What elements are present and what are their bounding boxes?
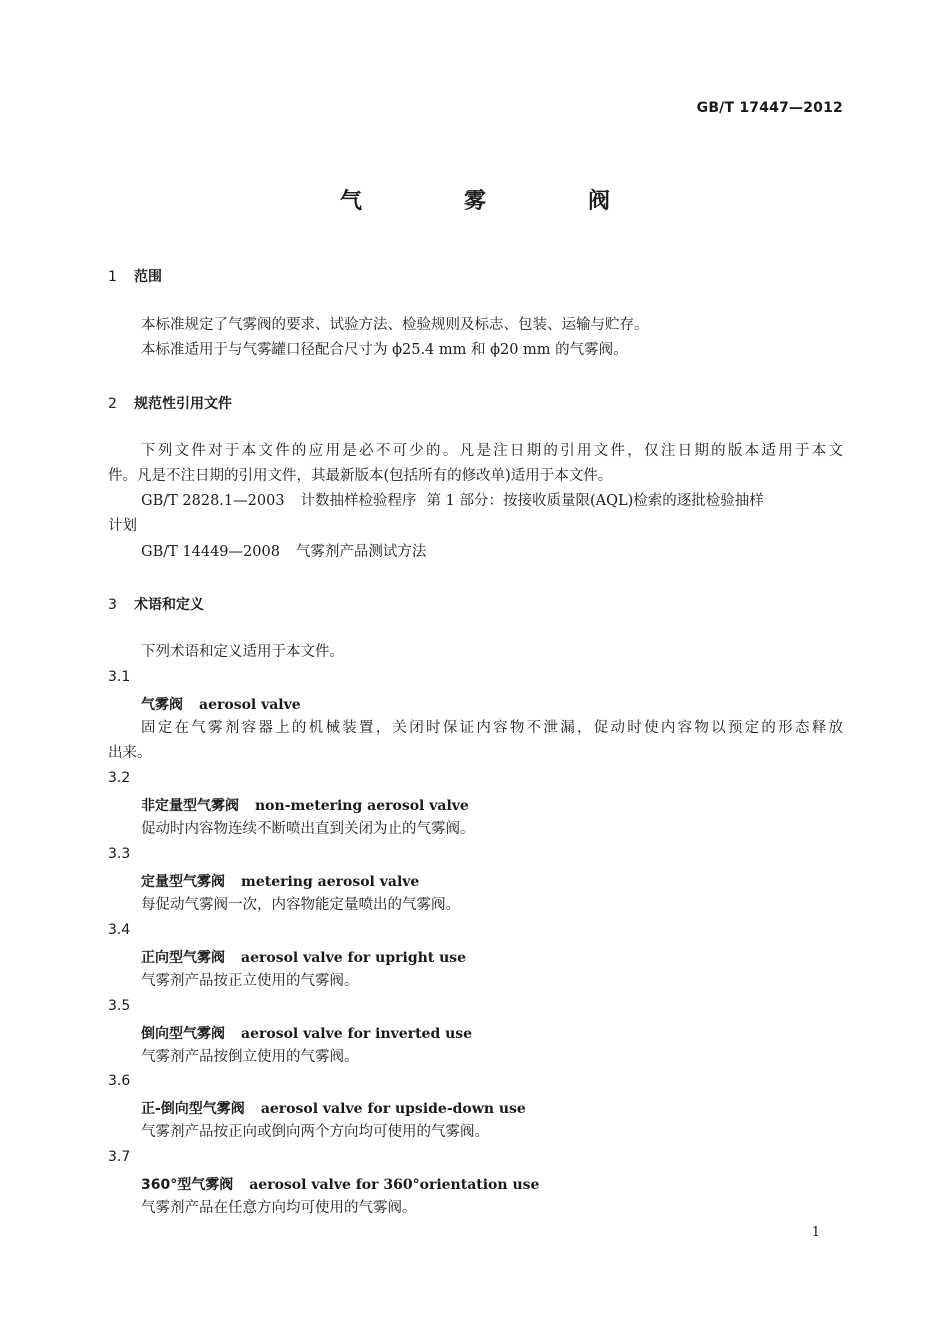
clause-number: 3.2 xyxy=(108,770,131,786)
section-heading-1 xyxy=(108,266,162,286)
document-title: 气 雾 阀 xyxy=(339,189,650,214)
page-number: 1 xyxy=(811,1225,820,1240)
section-number: 3 xyxy=(108,597,117,613)
term-en: metering aerosol valve xyxy=(241,874,420,890)
reference-title: 气雾剂产品测试方法 xyxy=(295,544,427,560)
term-en: aerosol valve for upright use xyxy=(241,950,467,966)
term-definition-line-2: 出来。 xyxy=(108,745,152,761)
reference-2 xyxy=(141,540,426,565)
term-definition: 促动时内容物连续不断喷出直到关闭为止的气雾阀。 xyxy=(141,821,475,837)
term-en: aerosol valve for 360°orientation use xyxy=(249,1177,540,1193)
terms-intro: 下列术语和定义适用于本文件。 xyxy=(141,644,344,660)
section-title: 规范性引用文件 xyxy=(134,396,232,412)
references-intro-line-1: 下列文件对于本文件的应用是必不可少的。凡是注日期的引用文件，仅注日期的版本适用于本文 xyxy=(141,443,843,459)
term-zh: 倒向型气雾阀 xyxy=(141,1026,225,1042)
reference-part: 第 1 部分：按接收质量限(AQL)检索的逐批检验抽样 xyxy=(426,493,764,509)
term-zh: 正-倒向型气雾阀 xyxy=(141,1101,245,1117)
clause-number: 3.7 xyxy=(108,1149,131,1165)
term-zh: 非定量型气雾阀 xyxy=(141,798,239,814)
term-en: aerosol valve xyxy=(199,697,301,713)
term-heading xyxy=(141,871,419,891)
reference-title: 计数抽样检验程序 xyxy=(300,493,417,509)
scope-paragraph-2: 本标准适用于与气雾罐口径配合尺寸为 ϕ25.4 mm 和 ϕ20 mm 的气雾阀。 xyxy=(141,342,628,358)
term-definition: 气雾剂产品在任意方向均可使用的气雾阀。 xyxy=(141,1200,417,1216)
term-zh: 定量型气雾阀 xyxy=(141,874,225,890)
section-title: 术语和定义 xyxy=(134,597,204,613)
reference-1 xyxy=(141,489,764,514)
clause-number: 3.6 xyxy=(108,1073,131,1089)
scope-paragraph-1: 本标准规定了气雾阀的要求、试验方法、检验规则及标志、包装、运输与贮存。 xyxy=(141,317,649,333)
term-heading xyxy=(141,795,469,815)
term-definition: 气雾剂产品按正向或倒向两个方向均可使用的气雾阀。 xyxy=(141,1124,489,1140)
term-definition-line-1: 固定在气雾剂容器上的机械装置，关闭时保证内容物不泄漏，促动时使内容物以预定的形态释放 xyxy=(141,720,843,736)
section-number: 2 xyxy=(108,396,117,412)
term-definition: 气雾剂产品按正立使用的气雾阀。 xyxy=(141,973,359,989)
clause-number: 3.5 xyxy=(108,998,131,1014)
reference-code: GB/T 14449—2008 xyxy=(141,544,280,560)
term-zh: 360°型气雾阀 xyxy=(141,1177,234,1193)
term-heading xyxy=(141,947,466,967)
term-zh: 气雾阀 xyxy=(141,697,183,713)
term-heading xyxy=(141,1174,539,1194)
section-number: 1 xyxy=(108,269,117,285)
section-heading-3 xyxy=(108,594,204,614)
term-en: aerosol valve for upside-down use xyxy=(260,1101,526,1117)
clause-number: 3.1 xyxy=(108,669,131,685)
section-heading-2 xyxy=(108,393,232,413)
reference-code: GB/T 2828.1—2003 xyxy=(141,493,285,509)
term-heading xyxy=(141,1023,472,1043)
term-heading xyxy=(141,694,301,714)
term-heading xyxy=(141,1098,526,1118)
term-definition: 气雾剂产品按倒立使用的气雾阀。 xyxy=(141,1049,359,1065)
standard-number: GB/T 17447—2012 xyxy=(696,100,843,116)
term-en: aerosol valve for inverted use xyxy=(241,1026,473,1042)
reference-1-continued: 计划 xyxy=(108,518,137,534)
clause-number: 3.4 xyxy=(108,922,131,938)
term-zh: 正向型气雾阀 xyxy=(141,950,225,966)
clause-number: 3.3 xyxy=(108,846,131,862)
references-intro-line-2: 件。凡是不注日期的引用文件，其最新版本(包括所有的修改单)适用于本文件。 xyxy=(108,468,613,484)
section-title: 范围 xyxy=(134,269,162,285)
term-definition: 每促动气雾阀一次，内容物能定量喷出的气雾阀。 xyxy=(141,897,460,913)
term-en: non-metering aerosol valve xyxy=(255,798,469,814)
